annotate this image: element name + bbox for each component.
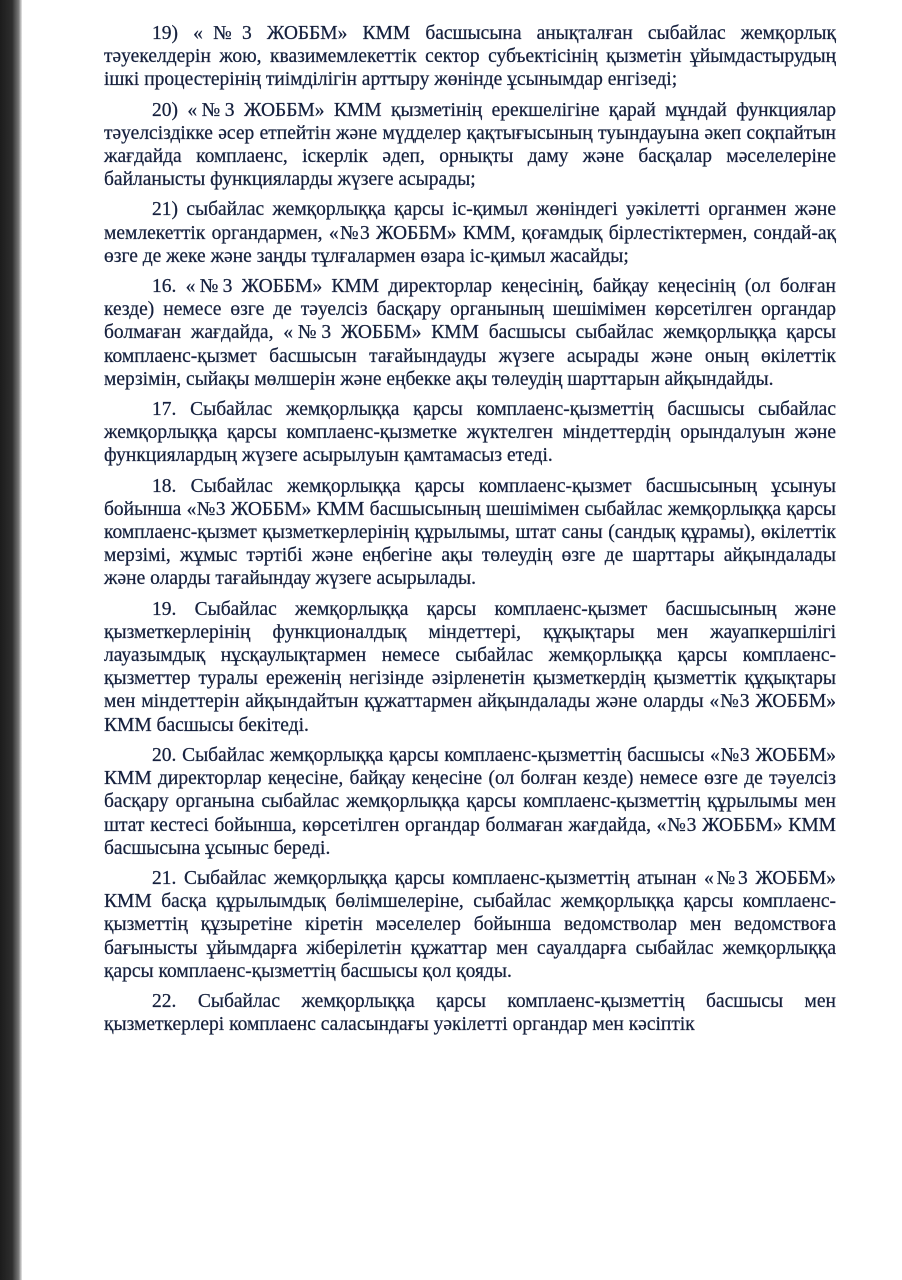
document-page [104,22,836,1043]
paragraph-clause-22: 22. Сыбайлас жемқорлыққа қарсы комплаенс-қызметтің басшысы мен қызметкерлері комплаенс саласындағы уәкілетті органдар мен кәсіптік [104,990,836,1036]
paragraph-item-20: 20) «№3 ЖОББМ» КММ қызметінің ерекшелігіне қарай мұндай функциялар тәуелсіздікке әсер етпейтін және мүдделер қақтығысының туындауына әкеп соқпайтын жағдайда комплаенс, іскерлік әдеп, орнықты даму және басқалар мәселелеріне байланысты функцияларды жүзеге асырады; [104,99,836,191]
paragraph-clause-18: 18. Сыбайлас жемқорлыққа қарсы комплаенс-қызмет басшысының ұсынуы бойынша «№3 ЖОББМ» КММ басшысының шешімімен сыбайлас жемқорлыққа қарсы комплаенс-қызмет қызметкерлерінің құрылымы, штат саны (сандық құрамы), өкілеттік мерзімі, жұмыс тәртібі және еңбегіне ақы төлеудің өзге де шарттары айқындалады және оларды тағайындау жүзеге асырылады. [104,475,836,590]
paragraph-clause-19: 19. Сыбайлас жемқорлыққа қарсы комплаенс-қызмет басшысының және қызметкерлерінің функционалдық міндеттері, құқықтары мен жауапкершілігі лауазымдық нұсқаулықтармен немесе сыбайлас жемқорлыққа қарсы комплаенс-қызметтер туралы ереженің негізінде әзірленетін қызметкердің қызметтік құқықтары мен міндеттерін айқындайтын құжаттармен айқындалады және оларды «№3 ЖОББМ» КММ басшысы бекітеді. [104,598,836,736]
paragraph-item-21: 21) сыбайлас жемқорлыққа қарсы іс-қимыл жөніндегі уәкілетті органмен және мемлекеттік органдармен, «№3 ЖОББМ» КММ, қоғамдық бірлестіктермен, сондай-ақ өзге де жеке және заңды тұлғалармен өзара іс-қимыл жасайды; [104,199,836,267]
paragraph-clause-16: 16. «№3 ЖОББМ» КММ директорлар кеңесінің, байқау кеңесінің (ол болған кезде) немесе өзге де тәуелсіз басқару органының шешімімен көрсетілген органдар болмаған жағдайда, «№3 ЖОББМ» КММ басшысы сыбайлас жемқорлыққа қарсы комплаенс-қызмет басшысын тағайындауды жүзеге асырады және оның өкілеттік мерзімін, сыйақы мөлшерін және еңбекке ақы төлеудің шарттарын айқындайды. [104,276,836,390]
paragraph-clause-17: 17. Сыбайлас жемқорлыққа қарсы комплаенс-қызметтің басшысы сыбайлас жемқорлыққа қарсы комплаенс-қызметке жүктелген міндеттердің орындалуын және функциялардың жүзеге асырылуын қамтамасыз етеді. [104,399,836,467]
page-shadow-edge [0,0,22,1280]
paragraph-item-19: 19) «№3 ЖОББМ» КММ басшысына анықталған сыбайлас жемқорлық тәуекелдерін жою, квазимемлекеттік сектор субъектісінің қызметін ұйымдастырудың ішкі процестерінің тиімділігін арттыру жөнінде ұсынымдар енгізеді; [104,23,836,91]
paragraph-clause-21: 21. Сыбайлас жемқорлыққа қарсы комплаенс-қызметтің атынан «№3 ЖОББМ» КММ басқа құрылымдық бөлімшелеріне, сыбайлас жемқорлыққа қарсы комплаенс-қызметтің құзыретіне кіретін мәселелер бойынша ведомстволар мен ведомствоға бағынысты ұйымдарға жіберілетін құжаттар мен сауалдарға сыбайлас жемқорлыққа қарсы комплаенс-қызметтің басшысы қол қояды. [104,867,836,982]
paragraph-clause-20: 20. Сыбайлас жемқорлыққа қарсы комплаенс-қызметтің басшысы «№3 ЖОББМ» КММ директорлар кеңесіне, байқау кеңесіне (ол болған кезде) немесе өзге де тәуелсіз басқару органына сыбайлас жемқорлыққа қарсы комплаенс-қызметтің құрылымы мен штат кестесі бойынша, көрсетілген органдар болмаған жағдайда, «№3 ЖОББМ» КММ басшысына ұсыныс береді. [104,744,836,859]
